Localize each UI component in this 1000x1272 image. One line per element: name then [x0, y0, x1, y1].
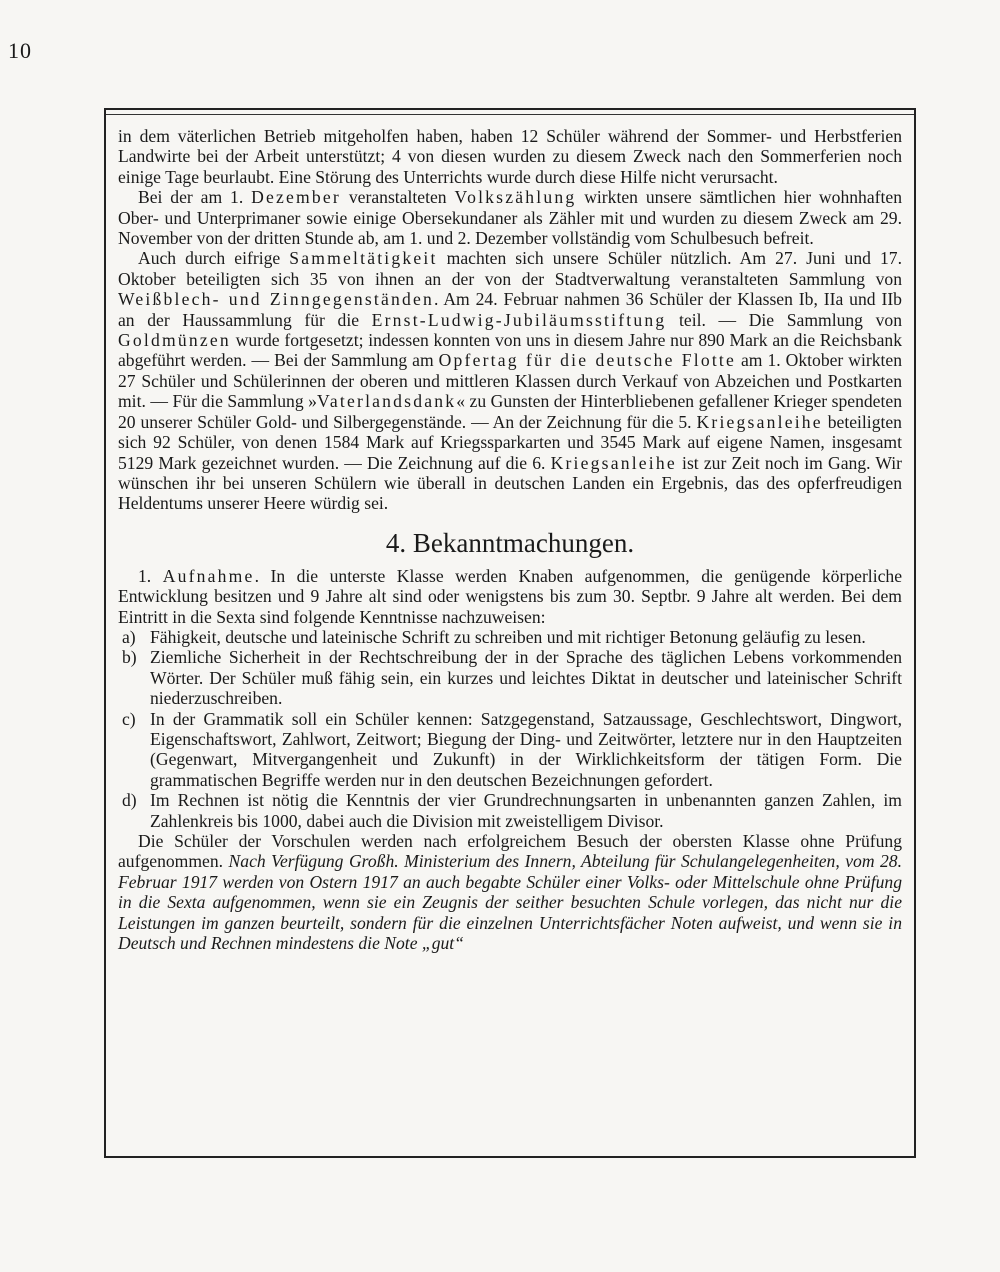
- list-item: [122, 709, 902, 791]
- collections-text-b: machten sich unsere Schüler nützlich. Am 27. Juni und 17. Oktober beteiligten sich 35 von ihnen an der von der Stadtverwaltung veranstalteten Sammlung von: [118, 248, 902, 289]
- collections-term-opfertag: Opfertag für die deutsche Flotte: [438, 350, 737, 371]
- paragraph-census: [118, 187, 902, 248]
- collections-text-h: beteiligten sich 92 Schüler, von denen 1584 Mark auf Kriegssparkarten und 3545 Mark auf eigene Namen, insgesamt 5129 Mark gezeichnet wurden. — Die Zeichnung auf die 6.: [118, 411, 902, 473]
- vorschulen-decree-italic: Nach Verfügung Großh. Ministerium des Innern, Abteilung für Schulangelegenheiten, vom 28. Februar 1917 werden von Ostern 1917 an auch begabte Schüler einer Volks- oder Mittelschule ohne Prüfung in die Sexta aufgenommen, wenn sie ein Zeugnis der seither besuchten Schule vorlegen, das nicht nur die Leistungen im ganzen beurteilt, sondern für die einzelnen Unterrichtsfächer Noten aufweist, und wenn sie in Deutsch und Rechnen mindestens die Note „gut“: [118, 851, 902, 954]
- collections-term-goldmuenzen: Goldmünzen: [118, 330, 231, 351]
- collections-text-i: ist zur Zeit noch im Gang. Wir wünschen ihr bei unseren Schülern wie überall in deutschen Landen ein Ergebnis, das des opferfreudigen Heldentums unserer Heere würdig sei.: [118, 452, 903, 514]
- collections-text-a: Auch durch eifrige: [138, 248, 290, 269]
- list-item-text: Ziemliche Sicherheit in der Rechtschreibung der in der Sprache des täglichen Lebens vorkommenden Wörter. Der Schüler muß fähig sein, ein kurzes und leichtes Diktat in deutscher und lateinischer Schrift niederzuschreiben.: [150, 647, 902, 709]
- collections-term-kriegsanleihe-5: Kriegsanleihe: [696, 411, 823, 432]
- collections-text-c: . Am 24. Februar nahmen 36 Schüler der Klassen Ib, IIa und IIb an der Haussammlung für die: [118, 289, 902, 330]
- census-term-spaced: Volkszählung: [454, 187, 577, 208]
- paragraph-collections: [118, 248, 902, 513]
- collections-term-kriegsanleihe-6: Kriegsanleihe: [550, 452, 677, 473]
- collections-text-d: teil. — Die Sammlung von: [666, 309, 902, 330]
- vorschulen-text: Die Schüler der Vorschulen werden nach erfolgreichem Besuch der obersten Klasse ohne Prüfung aufgenommen.: [118, 831, 902, 872]
- collections-term-sammeltaetigkeit: Sammeltätigkeit: [289, 248, 438, 269]
- collections-text-g: « zu Gunsten der Hinterbliebenen gefallener Krieger spendeten 20 unserer Schüler Gold- und Silbergegenstände. — An der Zeichnung für die 5.: [118, 391, 902, 432]
- page-content: [118, 126, 902, 953]
- admission-term-spaced: Aufnahme: [162, 565, 255, 586]
- admission-text: . In die unterste Klasse werden Knaben aufgenommen, die genügende körperliche Entwicklung besitzen und 9 Jahre alt sind oder wenigstens bis zum 30. Septbr. 9 Jahre alt werden. Bei dem Eintritt in die Sexta sind folgende Kenntnisse nachzuweisen:: [118, 565, 902, 627]
- section-heading: 4. Bekanntmachungen.: [385, 527, 635, 558]
- list-item-marker: c): [122, 708, 136, 729]
- collections-term-stiftung: Ernst-Ludwig-Jubiläumsstiftung: [371, 309, 667, 330]
- list-item-text: In der Grammatik soll ein Schüler kennen: Satzgegenstand, Satzaussage, Geschlechtswort, Dingwort, Eigenschaftswort, Zahlwort, Zeitwort; Biegung der Ding- und Zeitwörter, letztere nur in den Hauptzeiten (Gegenwart, Mitvergangenheit und Zukunft) in der Wirklichkeitsform der tätigen Form. Die grammatischen Begriffe werden nur in den deutschen Bezeichnungen gefordert.: [150, 708, 902, 790]
- collections-term-vaterlandsdank: Vaterlandsdank: [316, 391, 457, 412]
- collections-text-f: am 1. Oktober wirkten 27 Schüler und Schülerinnen der oberen und mittleren Klassen durch Verkauf von Abzeichen und Postkarten mit. — Für die Sammlung »: [118, 350, 902, 412]
- list-item-marker: d): [122, 790, 137, 811]
- list-item-text: Im Rechnen ist nötig die Kenntnis der vier Grundrechnungsarten in unbenannten ganzen Zahlen, im Zahlenkreis bis 1000, dabei auch die Division mit zweistelligem Divisor.: [150, 790, 902, 831]
- list-item: [122, 647, 902, 708]
- text-frame: [104, 108, 916, 1158]
- paragraph-vorschulen: [118, 831, 902, 953]
- paragraph-farm-help: in dem väterlichen Betrieb mitgeholfen haben, haben 12 Schüler während der Sommer- und Herbstferien Landwirte bei der Arbeit unterstützt; 4 von diesen wurden zu diesem Zweck nach den Sommerferien noch einige Tage beurlaubt. Eine Störung des Unterrichts wurde durch diese Hilfe nicht verursacht.: [118, 126, 902, 187]
- paragraph-admission: [118, 566, 902, 627]
- census-text-c: wirkten unsere sämtlichen hier wohnhaften Ober- und Unterprimaner sowie einige Obersekundaner als Zähler mit und wurden zu diesem Zweck am 29. November von der dritten Stunde ab, am 1. und 2. Dezember vollständig vom Schulbesuch befreit.: [118, 187, 902, 249]
- census-date-spaced: Dezember: [251, 187, 341, 208]
- census-text-a: Bei der am 1.: [138, 187, 252, 208]
- list-item-marker: a): [122, 626, 136, 647]
- census-text-b: veranstalteten: [341, 187, 455, 208]
- list-item: [122, 627, 902, 647]
- list-item-text: Fähigkeit, deutsche und lateinische Schrift zu schreiben und mit richtiger Betonung geläufig zu lesen.: [150, 626, 866, 647]
- collections-term-weissblech: Weißblech- und Zinngegenständen: [118, 289, 435, 310]
- list-item: [122, 790, 902, 831]
- admission-number: 1.: [138, 565, 163, 586]
- collections-text-e: wurde fortgesetzt; indessen konnten von uns in diesem Jahre nur 890 Mark an die Reichsbank abgeführt werden. — Bei der Sammlung am: [118, 330, 902, 371]
- list-item-marker: b): [122, 647, 137, 668]
- page-number: 10: [8, 38, 32, 63]
